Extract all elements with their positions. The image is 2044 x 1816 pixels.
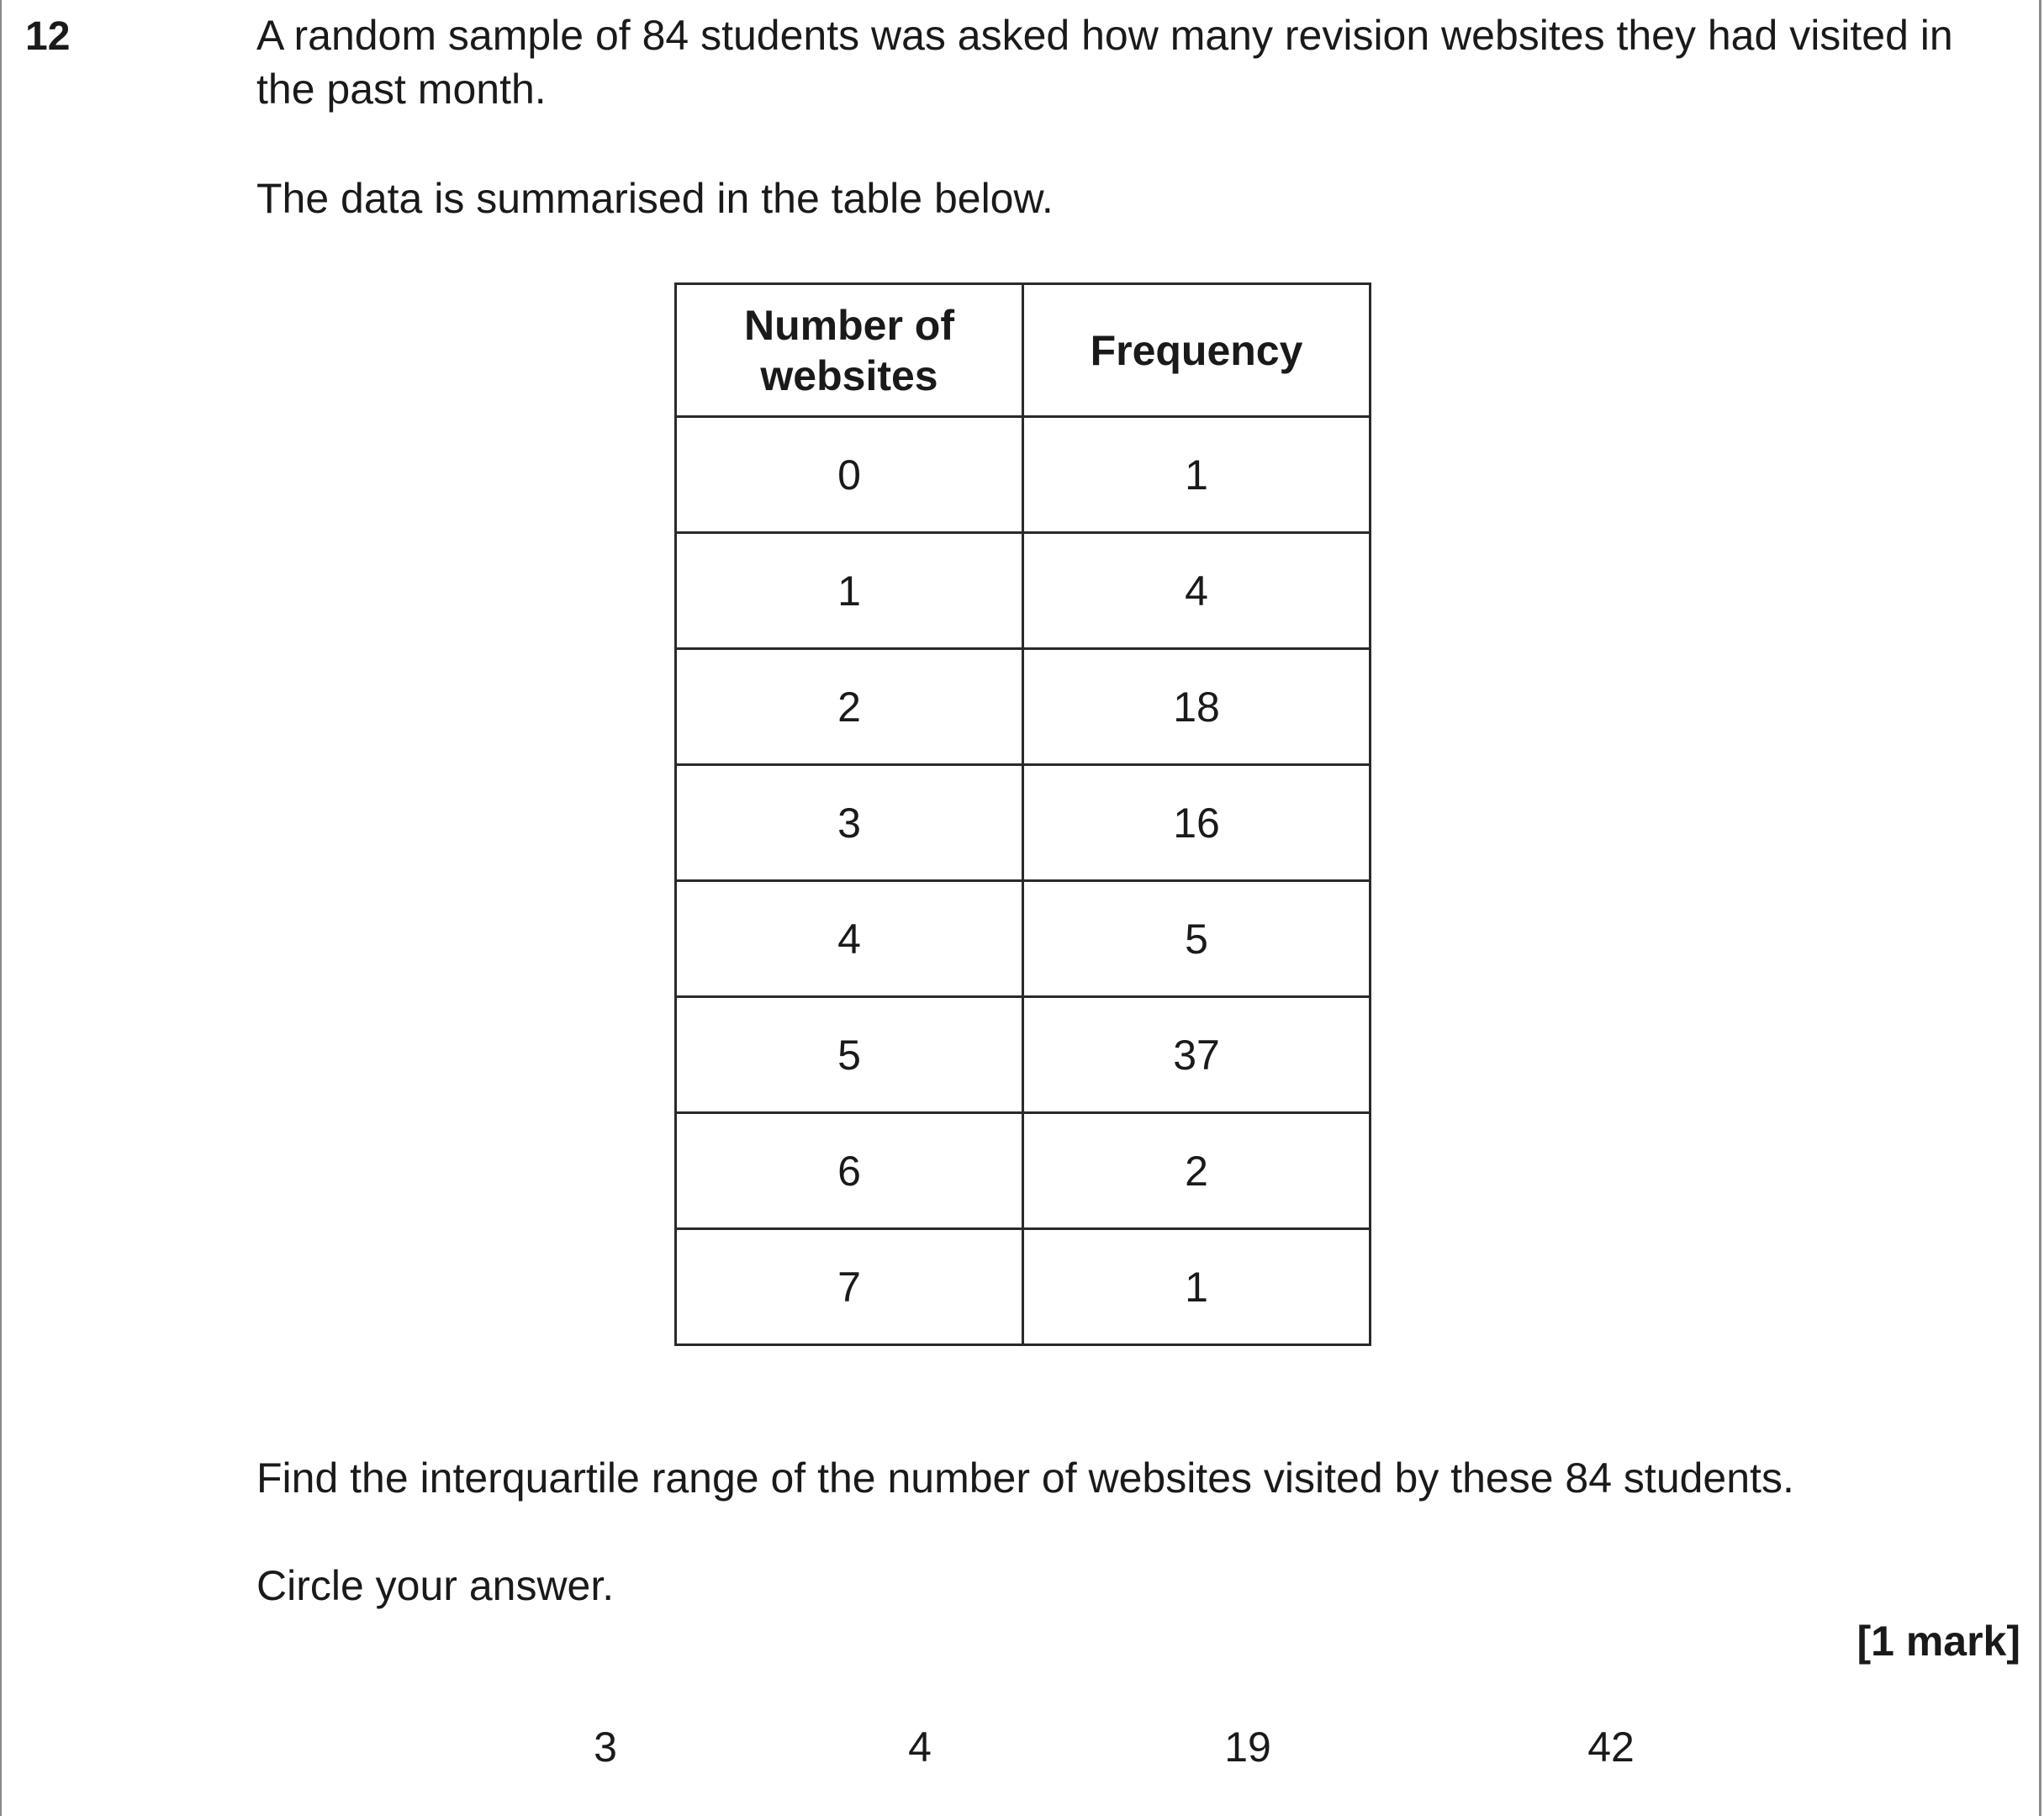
cell-websites: 4	[676, 881, 1023, 997]
answer-option-1[interactable]: 3	[594, 1724, 617, 1771]
table-row	[676, 765, 1371, 881]
cell-frequency: 16	[1023, 765, 1371, 881]
cell-websites: 0	[676, 417, 1023, 533]
cell-frequency: 18	[1023, 649, 1371, 765]
cell-frequency: 37	[1023, 997, 1371, 1113]
answer-option-3[interactable]: 19	[1224, 1724, 1271, 1771]
answer-option-2[interactable]: 4	[908, 1724, 932, 1771]
marks-label: [1 mark]	[1857, 1618, 2020, 1665]
cell-frequency: 5	[1023, 881, 1371, 997]
cell-websites: 7	[676, 1229, 1023, 1345]
table-row	[676, 533, 1371, 649]
column-header-frequency: Frequency	[1023, 284, 1371, 417]
cell-frequency: 1	[1023, 417, 1371, 533]
column-header-number-of-websites: Number of websites	[676, 284, 1023, 417]
question-prompt: Find the interquartile range of the number of websites visited by these 84 students.	[256, 1454, 1794, 1502]
cell-frequency: 1	[1023, 1229, 1371, 1345]
answer-option-4[interactable]: 42	[1587, 1724, 1635, 1771]
cell-websites: 2	[676, 649, 1023, 765]
table-row	[676, 417, 1371, 533]
cell-websites: 3	[676, 765, 1023, 881]
question-summary: The data is summarised in the table below.	[256, 175, 1054, 222]
table-row	[676, 1113, 1371, 1229]
cell-websites: 6	[676, 1113, 1023, 1229]
table-row	[676, 997, 1371, 1113]
cell-websites: 5	[676, 997, 1023, 1113]
table-row	[676, 649, 1371, 765]
question-intro: A random sample of 84 students was asked how many revision websites they had visited in the past month.	[256, 12, 1953, 113]
table-row	[676, 1229, 1371, 1345]
answer-options	[0, 1720, 2044, 1779]
cell-websites: 1	[676, 533, 1023, 649]
table-header-row	[676, 284, 1371, 417]
cell-frequency: 2	[1023, 1113, 1371, 1229]
question-instruction: Circle your answer.	[256, 1562, 615, 1609]
frequency-table	[674, 282, 1371, 1346]
table-row	[676, 881, 1371, 997]
question-number: 12	[25, 14, 71, 59]
cell-frequency: 4	[1023, 533, 1371, 649]
